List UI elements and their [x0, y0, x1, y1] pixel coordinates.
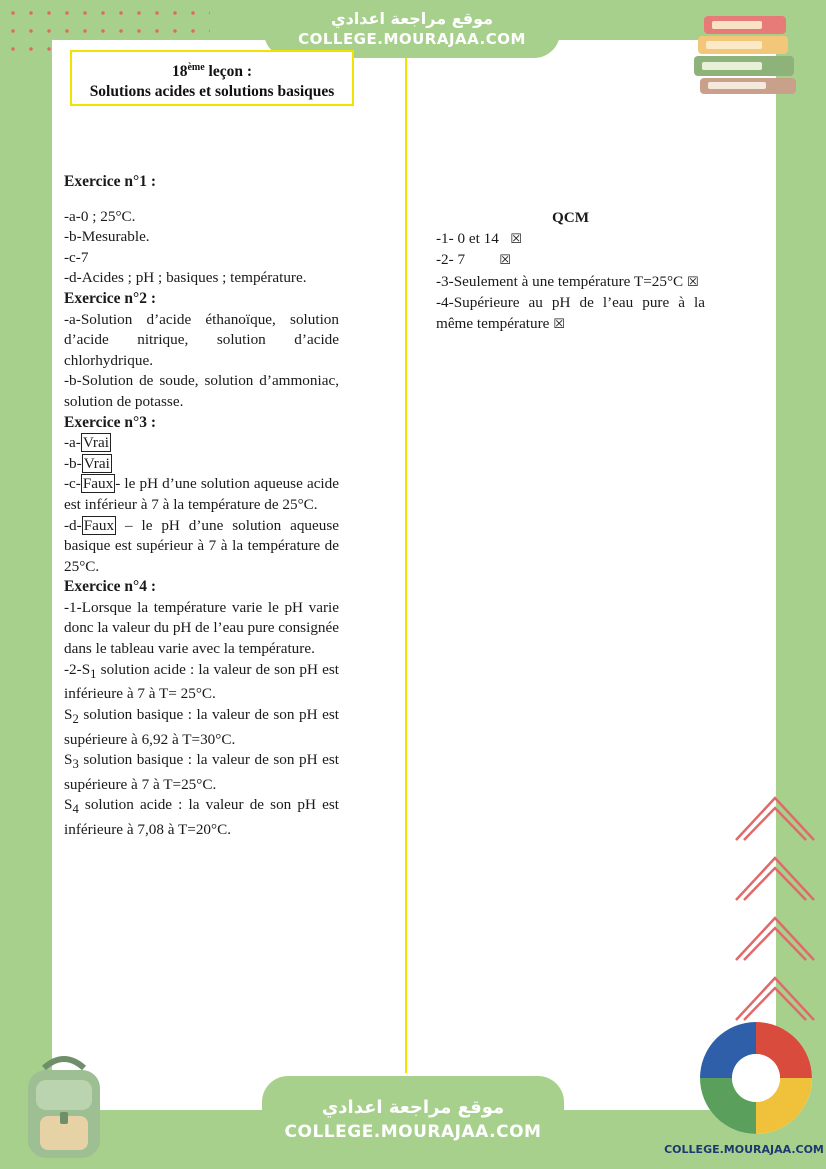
exercise-3-answer-a: -a- Vrai	[64, 434, 109, 452]
qcm-title: QCM	[551, 209, 590, 226]
scroll-up-chevrons-icon	[730, 790, 820, 1030]
answer-box: Faux	[82, 475, 114, 493]
qcm-answer-4: -4-Supérieure au pH de l’eau pure à la même température ☒	[436, 294, 705, 332]
site-banner-bottom[interactable]	[262, 1076, 564, 1169]
banner-url[interactable]: COLLEGE.MOURAJAA.COM	[284, 1122, 542, 1142]
exercise-1-title: Exercice n°1 :	[64, 173, 156, 190]
checked-box-icon: ☒	[553, 316, 565, 332]
banner-arabic-text: موقع مراجعة اعدادي	[321, 1097, 505, 1118]
qcm-answer-2: -2- 7 ☒	[436, 251, 511, 269]
exercise-1-answer-d: -d-Acides ; pH ; basiques ; température.	[64, 269, 307, 287]
lesson-title-box	[70, 50, 354, 106]
exercise-4-s4: $S_4$ solution acide : la valeur de son pH est inférieure à 7,08 à T=20°C.	[64, 796, 339, 838]
banner-arabic-text: موقع مراجعة اعدادي	[330, 9, 494, 28]
banner-url[interactable]: COLLEGE.MOURAJAA.COM	[298, 30, 526, 48]
exercise-4-title: Exercice n°4 :	[64, 578, 156, 596]
checked-box-icon: ☒	[499, 253, 511, 269]
exercise-2-answer-a: -a-Solution d’acide éthanoïque, solution d’acide nitrique, solution d’acide chlorhydrique.	[64, 310, 339, 369]
exercise-4-s3: $S_3$ solution basique : la valeur de son pH est supérieure à 7 à T=25°C.	[64, 751, 339, 793]
exercise-3-answer-d: -d- Faux – le pH d’une solution aqueuse basique est supérieur à 7 à la température de 25°C.	[64, 516, 339, 575]
column-divider	[405, 58, 407, 1073]
exercise-4-answer-1: -1-Lorsque la température varie le pH varie donc la valeur du pH de l’eau pure consignée dans le tableau varie avec la température.	[64, 598, 339, 658]
exercise-4-answer-2: $-2-S_1$ solution acide : la valeur de son pH est inférieure à 7 à T= 25°C.	[64, 660, 339, 703]
exercise-3-answer-c: -c- Faux - le pH d’une solution aqueuse acide est inférieur à 7 à la température de 25°C.	[64, 475, 339, 513]
exercise-1-answer-c: -c-7	[64, 248, 89, 266]
exercise-2-title: Exercice n°2 :	[64, 289, 156, 307]
exercise-1-answer-a: -a-0 ; 25°C.	[64, 207, 136, 225]
qcm-right-column	[436, 208, 705, 336]
lesson-heading: 18ème leçon :	[171, 62, 253, 81]
site-logo-icon	[696, 1018, 816, 1138]
exercise-4-s2: $S_2$ solution basique : la valeur de son pH est supérieure à 6,92 à T=30°C.	[64, 705, 339, 748]
qcm-answer-3: -3-Seulement à une température T=25°C ☒	[436, 272, 699, 290]
exercise-1-answer-b: -b-Mesurable.	[64, 228, 150, 246]
exercise-2-answer-b: -b-Solution de soude, solution d’ammoniac, solution de potasse.	[64, 372, 339, 410]
qcm-answer-1: -1- 0 et 14 ☒	[436, 229, 522, 247]
answer-box: Vrai	[82, 434, 109, 452]
exercise-3-title: Exercice n°3 :	[64, 413, 156, 431]
lesson-title: Solutions acides et solutions basiques	[89, 83, 335, 101]
checked-box-icon: ☒	[686, 274, 699, 290]
checked-box-icon: ☒	[510, 231, 522, 247]
backpack-icon	[14, 1048, 114, 1163]
answers-left-column	[64, 172, 339, 841]
exercise-3-answer-b: -b- Vrai	[64, 454, 110, 472]
books-icon	[690, 12, 805, 97]
answer-box: Vrai	[83, 454, 110, 472]
logo-caption: COLLEGE.MOURAJAA.COM	[664, 1143, 824, 1156]
answer-box: Faux	[83, 516, 115, 534]
